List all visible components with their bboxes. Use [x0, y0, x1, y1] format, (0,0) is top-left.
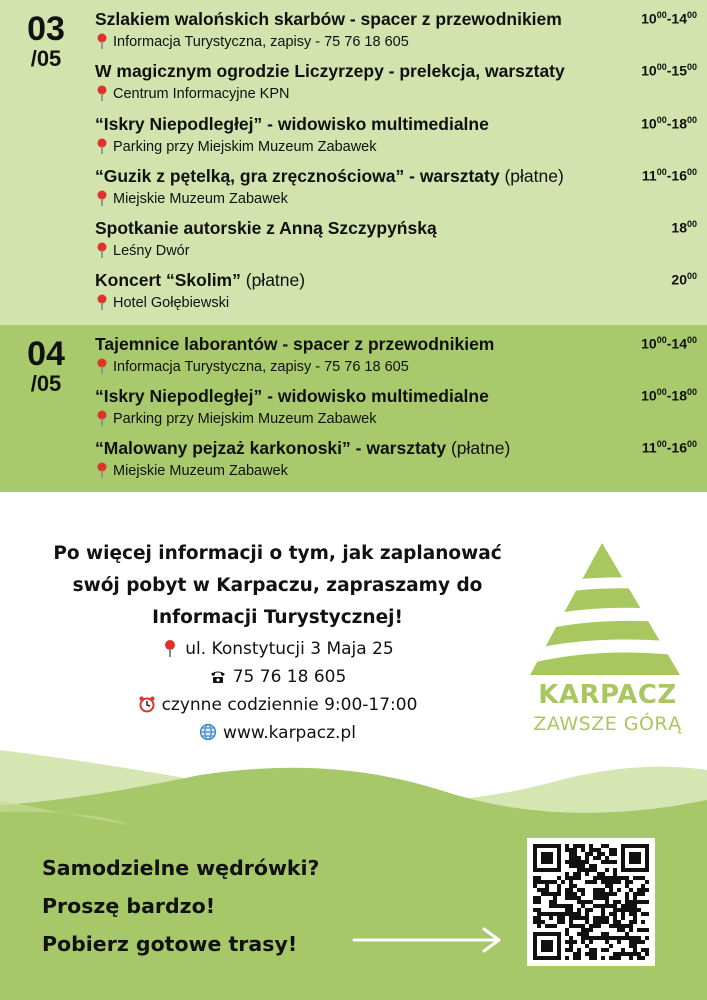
logo-tagline: ZAWSZE GÓRĄ — [533, 713, 682, 735]
alarm-clock-icon — [138, 695, 156, 713]
event-location: Miejskie Muzeum Zabawek — [95, 190, 288, 207]
event-location: Parking przy Miejskim Muzeum Zabawek — [95, 410, 377, 427]
qr-code[interactable] — [527, 838, 655, 966]
event-item — [95, 9, 705, 61]
date-month: /05 — [30, 46, 62, 71]
date-day: 03 — [27, 10, 65, 48]
event-time: $10^{00}-15^{00}$ — [641, 62, 697, 79]
event-item — [95, 61, 705, 113]
contact-phone: 75 76 18 605 — [30, 667, 525, 687]
location-pin-icon — [95, 294, 109, 310]
location-pin-icon — [95, 410, 109, 426]
event-location: Parking przy Miejskim Muzeum Zabawek — [95, 138, 377, 155]
location-pin-icon — [95, 190, 109, 206]
event-time: $10^{00}-14^{00}$ — [641, 10, 697, 27]
footer-line: Pobierz gotowe trasy! — [42, 932, 298, 956]
location-pin-icon — [95, 358, 109, 374]
event-location: Hotel Gołębiewski — [95, 294, 229, 311]
event-time: $18^{00}$ — [671, 219, 697, 236]
event-title: “Guzik z pętelką, gra zręcznościowa” - warsztaty (płatne) — [95, 166, 564, 186]
event-time: $11^{00}-16^{00}$ — [641, 439, 697, 456]
arrow-right-icon — [352, 925, 512, 955]
location-pin-icon — [95, 85, 109, 101]
contact-address: ul. Konstytucji 3 Maja 25 — [30, 639, 525, 659]
phone-icon — [209, 667, 227, 685]
date-label — [0, 12, 92, 72]
event-title: Szlakiem walońskich skarbów - spacer z przewodnikiem — [95, 9, 562, 29]
location-pin-icon — [95, 33, 109, 49]
event-location: Informacja Turystyczna, zapisy - 75 76 18 605 — [95, 358, 409, 375]
event-item — [95, 270, 705, 322]
logo-name: KARPACZ — [538, 680, 677, 710]
footer-line: Proszę bardzo! — [42, 894, 216, 918]
event-title: “Iskry Niepodległej” - widowisko multimedialne — [95, 114, 489, 134]
mountain-tree-icon — [520, 540, 700, 680]
event-location: Informacja Turystyczna, zapisy - 75 76 18 605 — [95, 33, 409, 50]
date-label — [0, 337, 92, 397]
footer-text — [42, 849, 319, 963]
day-section-03 — [0, 0, 707, 325]
event-title: W magicznym ogrodzie Liczyrzepy - prelekcja, warsztaty — [95, 61, 565, 81]
event-time: $10^{00}-18^{00}$ — [641, 387, 697, 404]
info-heading — [30, 538, 525, 634]
contact-website[interactable]: www.karpacz.pl — [30, 723, 525, 743]
day-section-04 — [0, 325, 707, 492]
location-pin-icon — [95, 138, 109, 154]
event-title: “Iskry Niepodległej” - widowisko multimedialne — [95, 386, 489, 406]
date-month: /05 — [30, 371, 62, 396]
event-time: $20^{00}$ — [671, 271, 697, 288]
location-pin-icon — [161, 639, 179, 657]
event-time: $10^{00}-18^{00}$ — [641, 115, 697, 132]
event-location: Miejskie Muzeum Zabawek — [95, 462, 288, 479]
event-title: “Malowany pejzaż karkonoski” - warsztaty (płatne) — [95, 438, 511, 458]
event-title: Tajemnice laborantów - spacer z przewodnikiem — [95, 334, 495, 354]
event-title: Spotkanie autorskie z Anną Szczypyńską — [95, 218, 437, 238]
event-location: Centrum Informacyjne KPN — [95, 85, 289, 102]
event-time: $10^{00}-14^{00}$ — [641, 335, 697, 352]
event-item — [95, 166, 705, 218]
contact-hours: czynne codziennie 9:00-17:00 — [30, 695, 525, 715]
event-item — [95, 386, 705, 438]
info-heading-line: swój pobyt w Karpaczu, zapraszamy do — [72, 575, 483, 596]
footer-line: Samodzielne wędrówki? — [42, 856, 320, 880]
qr-code-image — [533, 844, 649, 960]
info-heading-line: Informacji Turystycznej! — [152, 607, 403, 628]
event-location: Leśny Dwór — [95, 242, 190, 259]
location-pin-icon — [95, 462, 109, 478]
location-pin-icon — [95, 242, 109, 258]
event-item — [95, 114, 705, 166]
event-title: Koncert “Skolim” (płatne) — [95, 270, 306, 290]
info-heading-line: Po więcej informacji o tym, jak zaplanować — [53, 543, 502, 564]
date-day: 04 — [27, 335, 65, 373]
event-item — [95, 218, 705, 270]
event-item — [95, 334, 705, 386]
event-item — [95, 438, 705, 490]
karpacz-logo — [520, 540, 700, 750]
event-time: $11^{00}-16^{00}$ — [641, 167, 697, 184]
